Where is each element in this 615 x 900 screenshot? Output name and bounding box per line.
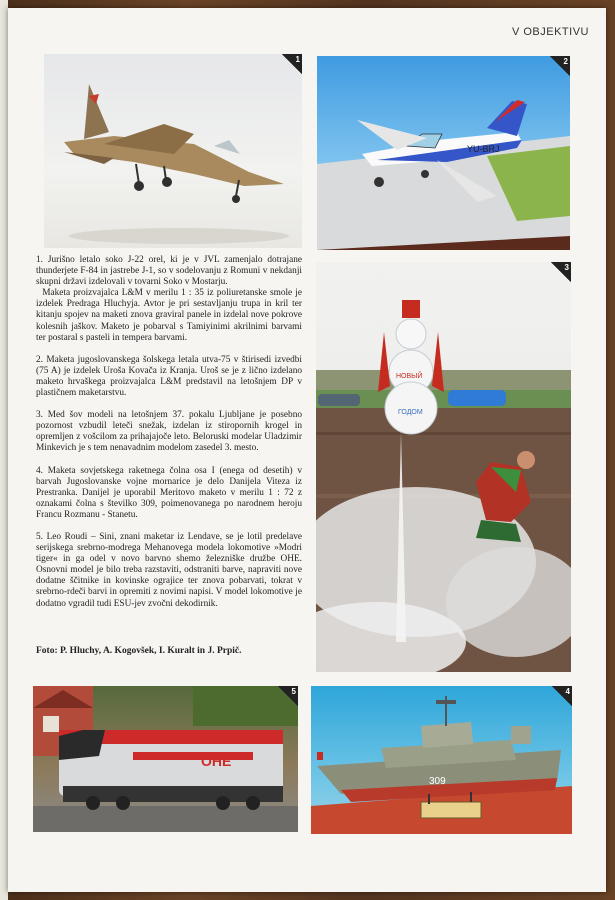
photo-1-jet-model <box>44 54 302 248</box>
section-header: V OBJEKTIVU <box>511 26 589 38</box>
photo-credits: Foto: P. Hluchy, A. Kogovšek, I. Kuralt in J. Prpič. <box>36 646 242 656</box>
photo-number-badge: 1 <box>282 54 302 74</box>
aircraft-registration: YU-BRJ <box>467 144 500 154</box>
paragraph-4: 4. Maketa sovjetskega raketnega čolna osa I (enega od desetih) v barvah Jugoslovanske vojne mornarice je delo Danijela Viteza iz Prestranka. Danijel je uporabil Meritovo maketo v merilu 1 : 72 z oznakami čolna s številko 309, poimenovanega po narodnem heroju Francu Rozmanu - Stanetu. <box>36 465 302 520</box>
photo-number-badge: 3 <box>551 262 571 282</box>
photo-5-locomotive-model <box>33 686 298 832</box>
banner-bottom-text: ГОДОМ <box>398 409 423 416</box>
photo-3-snowman-rocket <box>316 262 571 672</box>
paragraph-1: 1. Jurišno letalo soko J-22 orel, ki je v JVL zamenjalo dotrajane thunderjete F-84 in jastrebe J-1, so v sodelovanju z Romuni v nekdanji skupni državi izdelovali v tovarni Soko v Mostarju. Maketa proizvajalca L&M v merilu 1 : 35 iz poliuretanske smole je izdelek Predraga Hluchyja. Avtor je pri sestavljanju trupa in kril ter kitanju spojev na maketi znova graviral panele in izdelal nove pokrove kolesnih jaškov. Maketo je pobarval s Tamiyinimi akrilnimi barvami ter postaral s pasteli in tempera barvami. <box>36 255 302 343</box>
trainer-model-illustration <box>317 56 570 250</box>
photo-2-trainer-model <box>317 56 570 250</box>
article-body <box>36 255 302 621</box>
banner-top-text: НОВЫЙ <box>396 373 423 380</box>
photo-number-badge: 2 <box>550 56 570 76</box>
hull-number: 309 <box>429 776 446 787</box>
rocket-launch-illustration <box>316 262 571 672</box>
paragraph-5: 5. Leo Roudi – Sini, znani maketar iz Lendave, se je lotil predelave serijskega srebrno-modrega Mehanovega modela lokomotive »Modri tiger« in ga odel v novo barvno shemo železniške družbe OHE. Osnovni model je bilo treba razstaviti, odstraniti barve, napraviti nove dodatne ščitnike in kovinske ograjice ter znova pobarvati, tokrat v srebrno-rdeči barvi in opremiti z novimi napisi. V model lokomotive je dodatno vgradil tudi ESU-jev zvočni dekodirnik. <box>36 531 302 609</box>
paragraph-3: 3. Med šov modeli na letošnjem 37. pokalu Ljubljane je posebno pozornost vzbudil leteči snežak, izdelan iz stiropornih krogel in opremljen z vošcilom za prihajajoče leto. Beloruski modelar Uladzimir Minkevich je s tem nenavadnim modelom zasedel 3. mesto. <box>36 410 302 454</box>
photo-number-badge: 5 <box>278 686 298 706</box>
locomotive-logo: OHE <box>201 753 232 769</box>
adjacent-page-edge <box>0 0 8 900</box>
boat-model-illustration <box>311 686 572 834</box>
photo-number-badge: 4 <box>552 686 572 706</box>
locomotive-illustration <box>33 686 298 832</box>
paragraph-2: 2. Maketa jugoslovanskega šolskega letala utva-75 v štirisedi izvedbi (75 A) je izdelek Uroša Kovača iz Kranja. Uroš se je z lično izdelano maketo hrvaškega proizvajalca L&M predstavil na letošnjem DP v plastičnem maketarstvu. <box>36 354 302 399</box>
photo-4-missile-boat-model <box>311 686 572 834</box>
jet-model-illustration <box>44 54 302 248</box>
